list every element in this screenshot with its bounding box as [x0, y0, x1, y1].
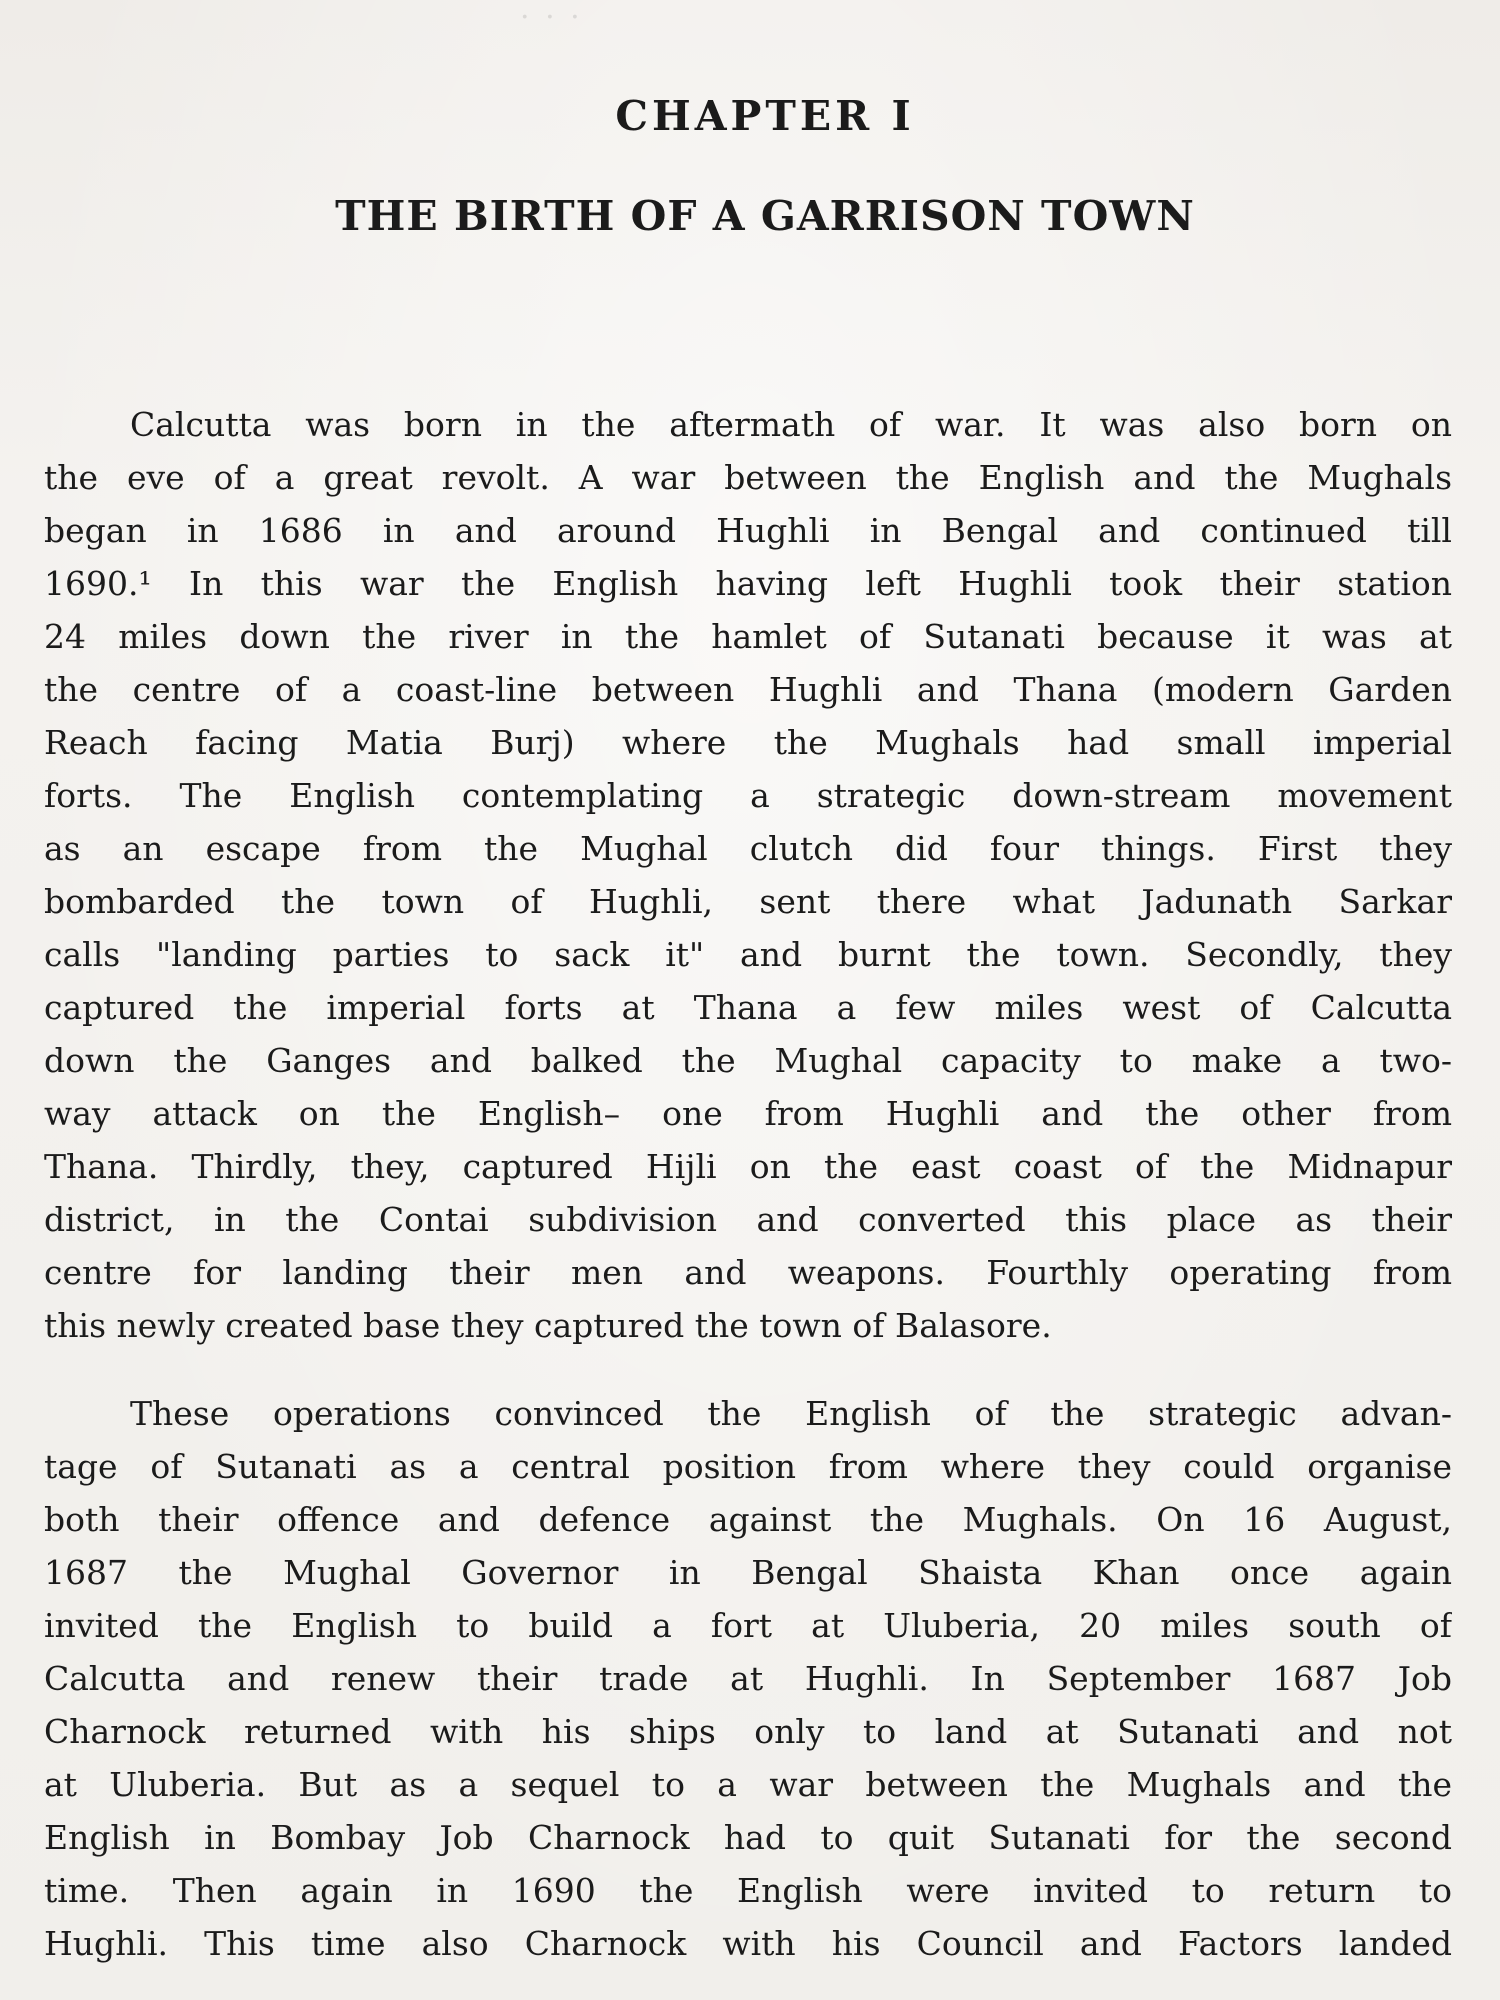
text-line: 1690.¹ In this war the English having left Hughli took their station	[44, 564, 1452, 603]
text-line: captured the imperial forts at Thana a few miles west of Calcutta	[44, 988, 1452, 1027]
text-line: Hughli. This time also Charnock with his Council and Factors landed	[44, 1924, 1452, 1963]
text-line: tage of Sutanati as a central position from where they could organise	[44, 1447, 1452, 1486]
paragraph-1	[44, 398, 1452, 1352]
text-line: this newly created base they captured the town of Balasore.	[44, 1306, 1052, 1345]
text-line: 1687 the Mughal Governor in Bengal Shaista Khan once again	[44, 1553, 1452, 1592]
chapter-title: THE BIRTH OF A GARRISON TOWN	[335, 192, 1195, 240]
text-line: down the Ganges and balked the Mughal capacity to make a two-	[44, 1041, 1452, 1080]
text-line: 24 miles down the river in the hamlet of Sutanati because it was at	[44, 617, 1452, 656]
text-line: centre for landing their men and weapons. Fourthly operating from	[44, 1253, 1452, 1292]
text-line: invited the English to build a fort at Uluberia, 20 miles south of	[44, 1606, 1452, 1645]
text-line: Thana. Thirdly, they, captured Hijli on the east coast of the Midnapur	[44, 1147, 1452, 1186]
text-line: district, in the Contai subdivision and converted this place as their	[44, 1200, 1452, 1239]
paragraph-2	[44, 1387, 1452, 1970]
text-line: calls "landing parties to sack it" and burnt the town. Secondly, they	[44, 935, 1452, 974]
text-line: as an escape from the Mughal clutch did four things. First they	[44, 829, 1452, 868]
text-line: Calcutta was born in the aftermath of war. It was also born on	[130, 405, 1452, 444]
text-line: at Uluberia. But as a sequel to a war between the Mughals and the	[44, 1765, 1452, 1804]
text-line: Charnock returned with his ships only to land at Sutanati and not	[44, 1712, 1452, 1751]
text-line: both their offence and defence against the Mughals. On 16 August,	[44, 1500, 1452, 1539]
show-through-text: · · ·	[520, 0, 583, 35]
text-line: English in Bombay Job Charnock had to quit Sutanati for the second	[44, 1818, 1452, 1857]
text-line: the centre of a coast-line between Hughli and Thana (modern Garden	[44, 670, 1452, 709]
text-line: forts. The English contemplating a strategic down-stream movement	[44, 776, 1452, 815]
text-line: bombarded the town of Hughli, sent there what Jadunath Sarkar	[44, 882, 1452, 921]
text-line: the eve of a great revolt. A war between the English and the Mughals	[44, 458, 1452, 497]
text-line: Reach facing Matia Burj) where the Mughals had small imperial	[44, 723, 1452, 762]
text-line: way attack on the English– one from Hughli and the other from	[44, 1094, 1452, 1133]
text-line: These operations convinced the English of the strategic advan-	[130, 1394, 1452, 1433]
chapter-number: CHAPTER I	[615, 92, 915, 140]
text-line: time. Then again in 1690 the English were invited to return to	[44, 1871, 1452, 1910]
text-line: began in 1686 in and around Hughli in Bengal and continued till	[44, 511, 1452, 550]
text-line: Calcutta and renew their trade at Hughli. In September 1687 Job	[44, 1659, 1452, 1698]
